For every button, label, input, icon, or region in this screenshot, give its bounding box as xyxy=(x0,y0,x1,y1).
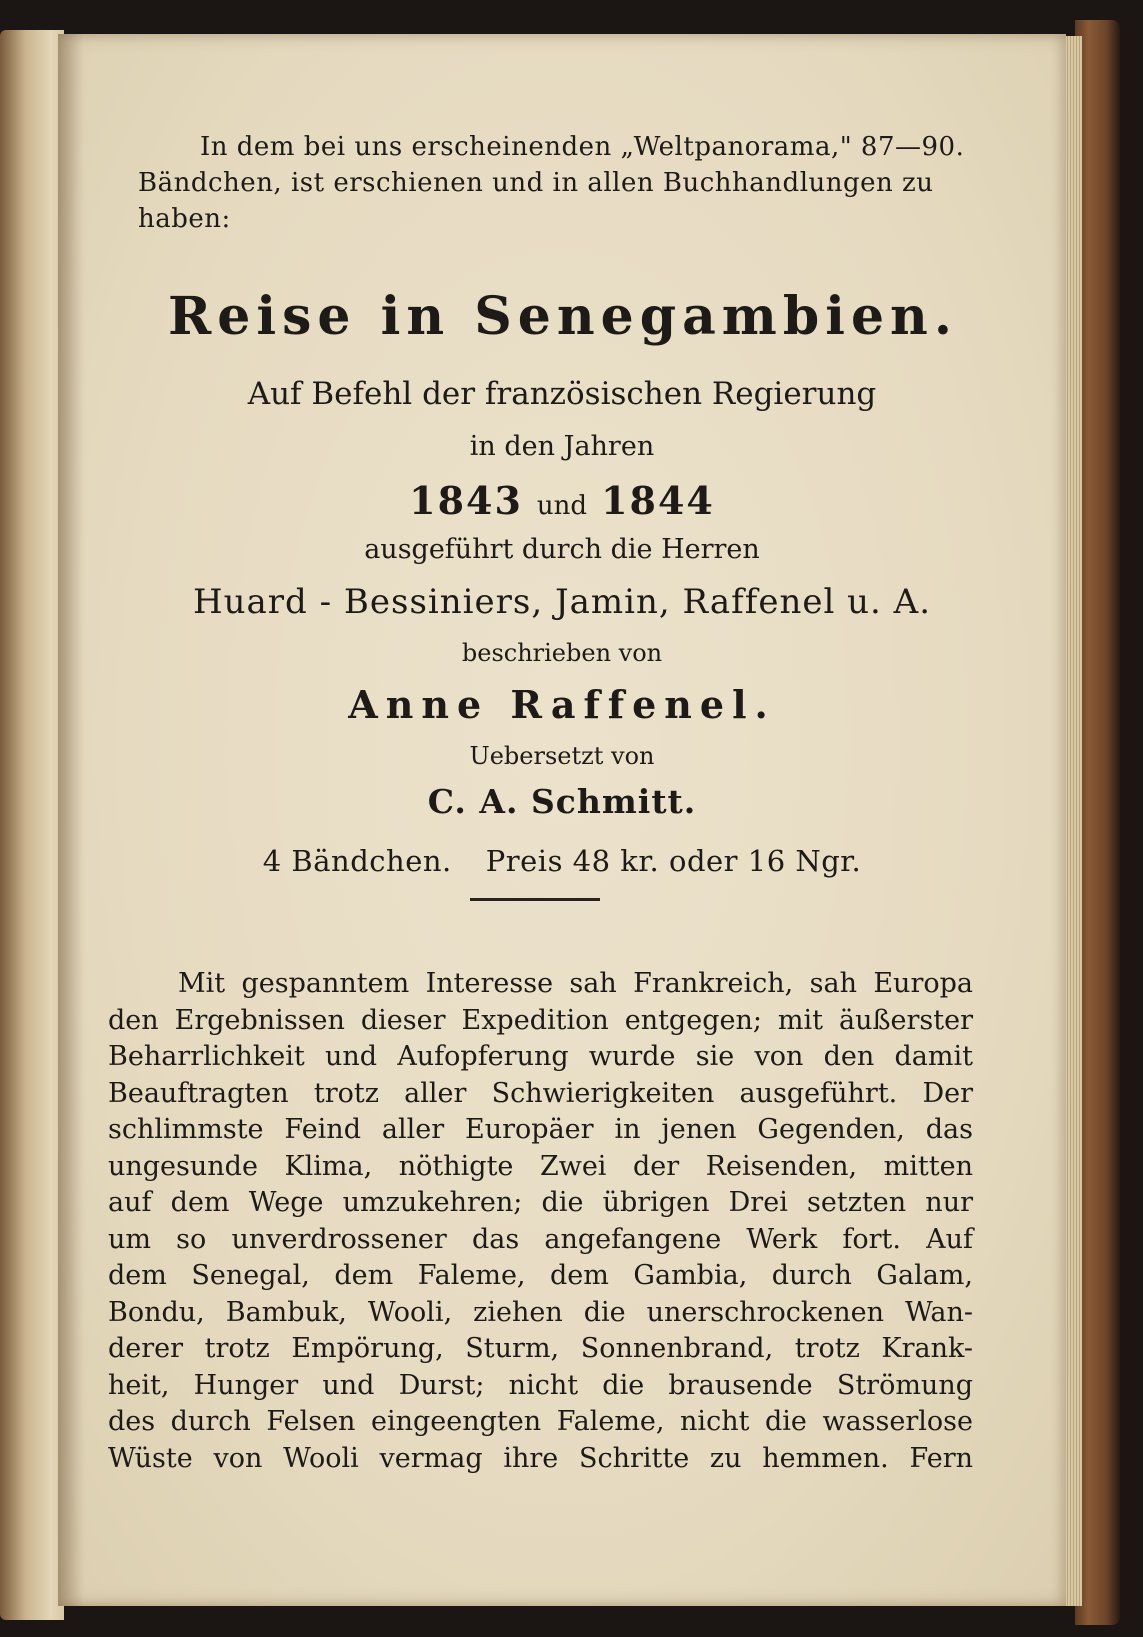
year-to: 1844 xyxy=(601,478,715,523)
translator-name: C. A. Schmitt. xyxy=(427,782,697,821)
body-line: Wüste von Wooli vermag ihre Schritte zu hemmen. Fern xyxy=(108,1442,973,1474)
book-page xyxy=(58,34,1066,1606)
year-from: 1843 xyxy=(409,478,523,523)
body-line: um so unverdrossener das angefangene Werk fort. Auf xyxy=(108,1223,973,1255)
body-line: Beharrlichkeit und Aufopferung wurde sie von den damit xyxy=(108,1041,973,1072)
described-by-label: beschrieben von xyxy=(461,639,663,667)
body-line: ungesunde Klima, nöthigte Zwei der Reisenden, mitten xyxy=(108,1150,973,1182)
divider-rule xyxy=(470,898,600,901)
subtitle-line-1: Auf Befehl der französischen Regierung xyxy=(247,376,877,412)
body-paragraph xyxy=(108,966,973,1477)
book-title: Reise in Senegambien. xyxy=(168,286,958,347)
years-conjunction: und xyxy=(536,491,588,521)
subtitle-line-3: ausgeführt durch die Herren xyxy=(364,534,760,565)
body-line: heit, Hunger und Durst; nicht die brausende Strömung xyxy=(108,1369,973,1401)
intro-text: In dem bei uns erscheinenden „Weltpanorama," 87—90. Bändchen, ist erschienen und in allen Buchhandlungen zu haben: xyxy=(138,132,965,234)
body-line: den Ergebnissen dieser Expedition entgegen; mit äußerster xyxy=(108,1004,973,1036)
body-line: auf dem Wege umzukehren; die übrigen Drei setzten nur xyxy=(108,1187,973,1218)
volume-count: 4 Bändchen. xyxy=(262,844,452,878)
author-name: Anne Raffenel. xyxy=(348,682,776,727)
intro-paragraph xyxy=(138,129,968,237)
price-amount: Preis 48 kr. oder 16 Ngr. xyxy=(485,844,862,878)
price-line xyxy=(58,844,1066,878)
body-line: Beauftragten trotz aller Schwierigkeiten ausgeführt. Der xyxy=(108,1077,973,1109)
body-line: dem Senegal, dem Faleme, dem Gambia, durch Galam, xyxy=(108,1260,973,1291)
expedition-members: Huard - Bessiniers, Jamin, Raffenel u. A. xyxy=(192,582,932,622)
years-line xyxy=(58,478,1066,523)
body-line: Bondu, Bambuk, Wooli, ziehen die unerschrockenen Wan- xyxy=(108,1296,973,1328)
body-line: derer trotz Empörung, Sturm, Sonnenbrand, trotz Krank- xyxy=(108,1333,973,1364)
body-line: Mit gespanntem Interesse sah Frankreich, sah Europa xyxy=(178,968,973,999)
subtitle-line-2: in den Jahren xyxy=(469,431,655,462)
body-line: schlimmste Feind aller Europäer in jenen Gegenden, das xyxy=(108,1114,973,1145)
book-spine-left xyxy=(0,30,64,1620)
body-line: des durch Felsen eingeengten Faleme, nicht die wasserlose xyxy=(108,1406,973,1437)
translated-by-label: Uebersetzt von xyxy=(469,742,655,770)
